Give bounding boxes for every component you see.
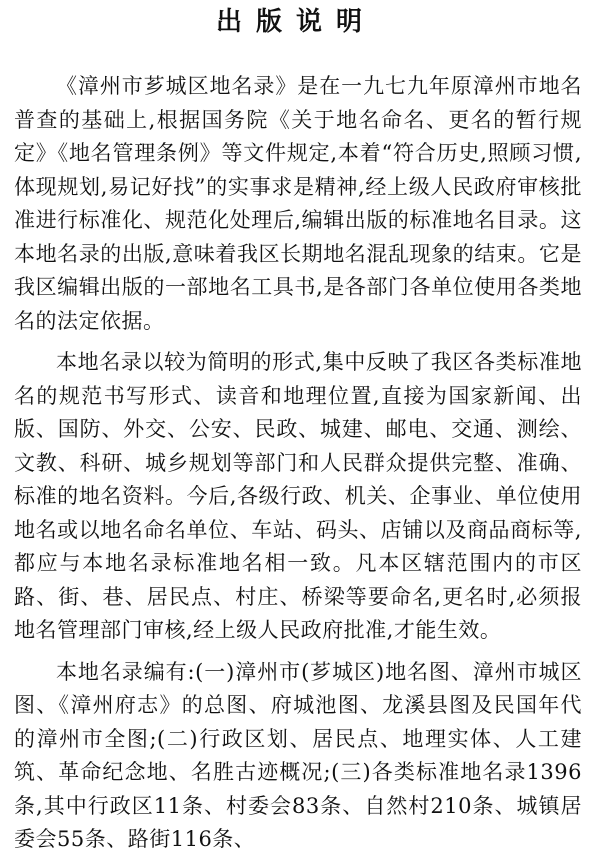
paragraph-1: 《漳州市芗城区地名录》是在一九七九年原漳州市地名普查的基础上,根据国务院《关于地名命名、更名的暂行规定》《地名管理条例》等文件规定,本着“符合历史,照顾习惯,体现规划,易记好找”的实事求是精神,经上级人民政府审核批准进行标准化、规范化处理后,编辑出版的标准地名目录。这本地名录的出版,意味着我区长期地名混乱现象的结束。它是我区编辑出版的一部地名工具书,是各部门各单位使用各类地名的法定依据。 xyxy=(14,74,582,333)
document-body xyxy=(14,70,582,865)
page-title: 出版说明 xyxy=(215,7,376,37)
paragraph-3: 本地名录编有:(一)漳州市(芗城区)地名图、漳州市城区图、《漳州府志》的总图、府城池图、龙溪县图及民国年代的漳州市全图;(二)行政区划、居民点、地理实体、人工建筑、革命纪念地、名胜古迹概况;(三)各类标准地名录1396条,其中行政区11条、村委会83条、自然村210条、城镇居委会55条、路街116条、 xyxy=(14,659,582,851)
paragraph-2: 本地名录以较为简明的形式,集中反映了我区各类标准地名的规范书写形式、读音和地理位置,直接为国家新闻、出版、国防、外交、公安、民政、城建、邮电、交通、测绘、文教、科研、城乡规划等部门和人民群众提供完整、准确、标准的地名资料。今后,各级行政、机关、企事业、单位使用地名或以地名命名单位、车站、码头、店铺以及商品商标等,都应与本地名录标准地名相一致。凡本区辖范围内的市区路、街、巷、居民点、村庄、桥梁等要命名,更名时,必须报地名管理部门审核,经上级人民政府批准,才能生效。 xyxy=(14,350,582,642)
